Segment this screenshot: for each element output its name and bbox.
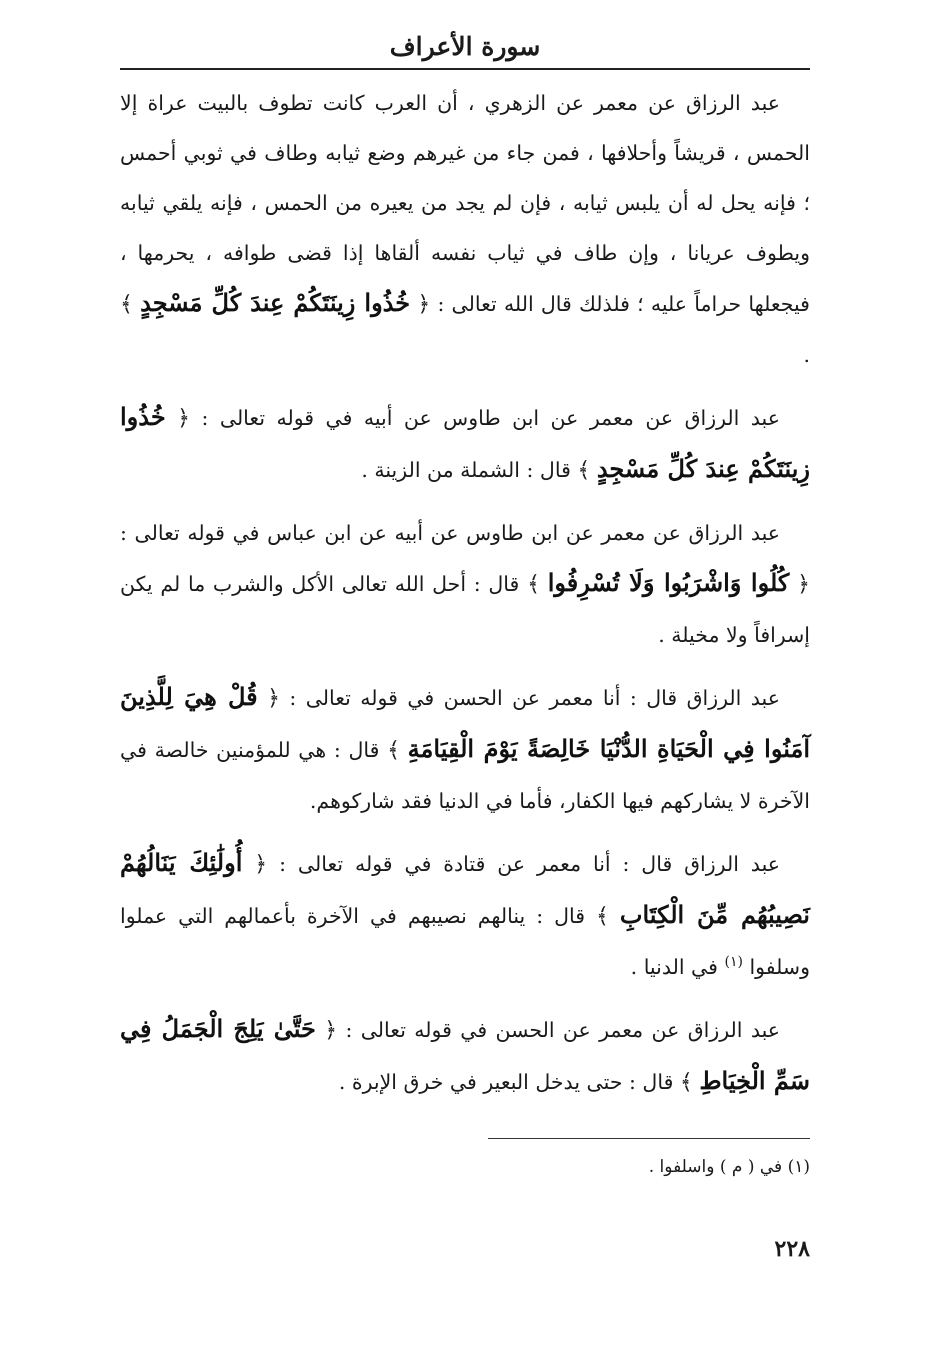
- main-text: [120, 78, 810, 1118]
- paragraph-text: عبد الرزاق عن معمر عن الزهري ، أن العرب كانت تطوف بالبيت عراة إلا الحمس ، قريشاً وأحلافها ، فمن جاء من غيرهم وضع ثيابه وطاف في ثوبي أحمس ؛ فإنه يحل له أن يلبس ثيابه ، فإن لم يجد من يعيره من الحمس ، فإنه يلقي ثيابه ويطوف عريانا ، وإن طاف في ثياب نفسه ألقاها إذا قضى طوافه ، يحرمها ، فيجعلها حراماً عليه ؛ فلذلك قال الله تعالى :: [120, 91, 810, 316]
- paragraph-text: عبد الرزاق عن معمر عن ابن طاوس عن أبيه في قوله تعالى :: [201, 406, 780, 430]
- quran-bracket-open: ﴿: [324, 1018, 338, 1043]
- quran-verse: كُلُوا وَاشْرَبُوا وَلَا تُسْرِفُوا: [547, 568, 790, 597]
- quran-bracket-open: ﴿: [254, 852, 268, 877]
- quran-verse: خُذُوا زِينَتَكُمْ عِندَ كُلِّ مَسْجِدٍ: [120, 402, 810, 483]
- quran-bracket-close: ﴾: [595, 904, 609, 929]
- quran-bracket-close: ﴾: [679, 1070, 693, 1095]
- page-title: سورة الأعراف: [389, 31, 541, 61]
- paragraph-3: [120, 508, 810, 660]
- paragraph-4: [120, 672, 810, 826]
- paragraph-2: [120, 392, 810, 496]
- paragraph-text: عبد الرزاق عن معمر عن الحسن في قوله تعالى :: [345, 1018, 781, 1042]
- quran-bracket-open: ﴿: [267, 686, 280, 711]
- paragraph-text: قال : ينالهم نصيبهم في الآخرة بأعمالهم التي عملوا وسلفوا: [120, 904, 810, 979]
- paragraph-1: [120, 78, 810, 380]
- paragraph-text: قال : هي للمؤمنين خالصة في الآخرة لا يشاركهم فيها الكفار، فأما في الدنيا فقد شاركوهم.: [120, 738, 810, 813]
- paragraph-text: عبد الرزاق قال : أنا معمر عن الحسن في قوله تعالى :: [289, 686, 780, 710]
- quran-bracket-open: ﴿: [177, 406, 191, 431]
- quran-bracket-open: ﴿: [797, 572, 810, 597]
- quran-verse: قُلْ هِيَ لِلَّذِينَ آمَنُوا فِي الْحَيَاةِ الدُّنْيَا خَالِصَةً يَوْمَ الْقِيَامَةِ: [120, 682, 810, 763]
- page-number: ٢٢٨: [774, 1236, 810, 1262]
- paragraph-text: عبد الرزاق عن معمر عن ابن طاوس عن أبيه عن ابن عباس في قوله تعالى :: [120, 521, 780, 545]
- quran-bracket-open: ﴿: [417, 292, 431, 317]
- paragraph-text: في الدنيا .: [630, 955, 718, 979]
- quran-verse: خُذُوا زِينَتَكُمْ عِندَ كُلِّ مَسْجِدٍ: [140, 288, 411, 317]
- paragraph-5: [120, 838, 810, 992]
- footnote-divider: [488, 1138, 810, 1139]
- paragraph-text: .: [803, 343, 810, 367]
- quran-verse: أُولَٰئِكَ يَنَالُهُمْ نَصِيبُهُم مِّنَ الْكِتَابِ: [120, 848, 810, 929]
- quran-verse: حَتَّىٰ يَلِجَ الْجَمَلُ فِي سَمِّ الْخِيَاطِ: [120, 1014, 810, 1095]
- quran-bracket-close: ﴾: [387, 738, 400, 763]
- paragraph-text: قال : الشملة من الزينة .: [361, 458, 571, 482]
- quran-bracket-close: ﴾: [120, 292, 133, 317]
- footnote-reference: (١): [724, 954, 743, 971]
- paragraph-text: قال : حتى يدخل البعير في خرق الإبرة .: [338, 1070, 674, 1094]
- paragraph-text: عبد الرزاق قال : أنا معمر عن قتادة في قوله تعالى :: [279, 852, 780, 876]
- paragraph-6: [120, 1004, 810, 1108]
- header-divider: [120, 68, 810, 70]
- paragraph-text: قال : أحل الله تعالى الأكل والشرب ما لم يكن إسرافاً ولا مخيلة .: [120, 572, 810, 647]
- quran-bracket-close: ﴾: [577, 458, 591, 483]
- footnote: (١) في ( م ) واسلفوا .: [648, 1157, 810, 1177]
- quran-bracket-close: ﴾: [527, 572, 540, 597]
